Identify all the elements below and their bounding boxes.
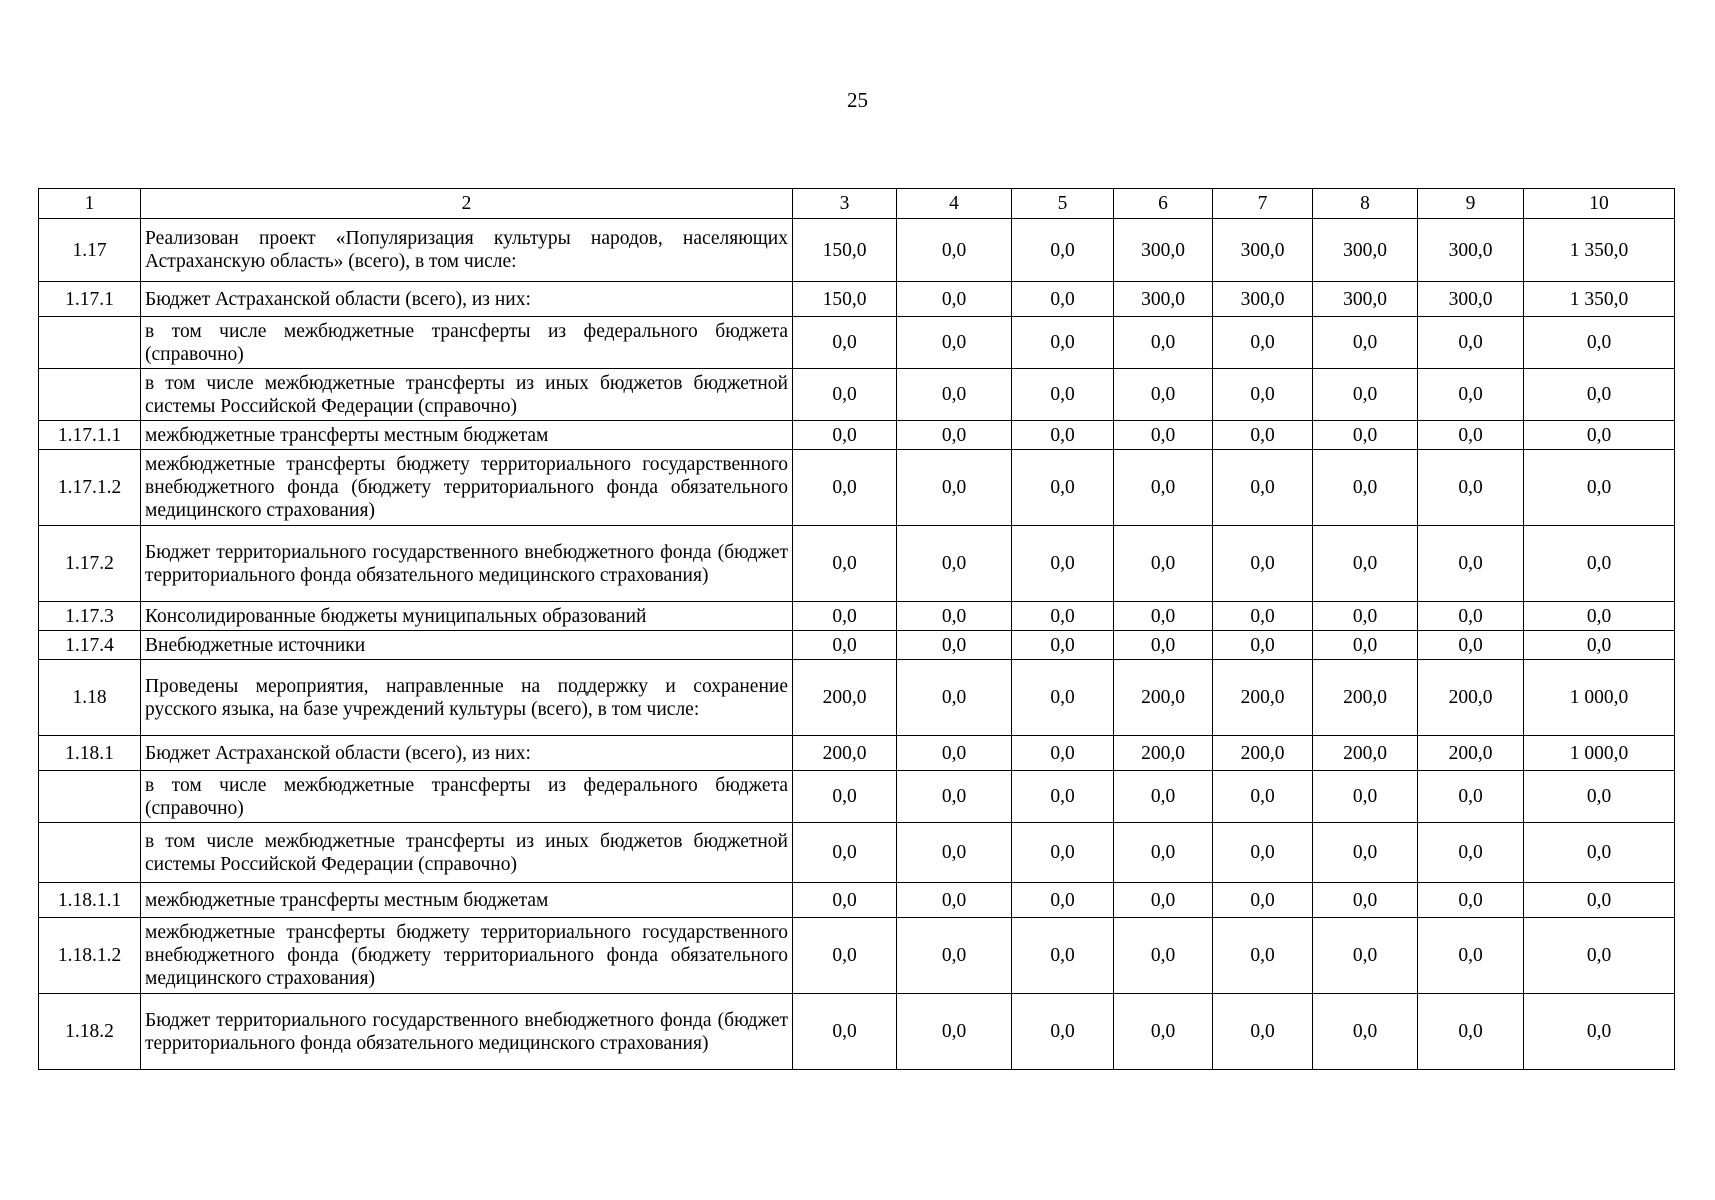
row-value: 0,0	[1524, 602, 1675, 631]
row-code: 1.18.1.1	[39, 883, 141, 918]
column-header: 9	[1418, 189, 1524, 219]
row-value: 0,0	[793, 918, 897, 994]
table-row	[39, 526, 1675, 602]
row-value: 0,0	[1524, 421, 1675, 450]
row-value: 0,0	[1524, 823, 1675, 883]
row-value: 0,0	[1313, 771, 1418, 823]
row-value: 0,0	[1524, 918, 1675, 994]
row-value: 0,0	[897, 631, 1012, 660]
row-name: межбюджетные трансферты местным бюджетам	[141, 421, 793, 450]
row-value: 0,0	[1418, 602, 1524, 631]
row-value: 0,0	[1213, 602, 1313, 631]
row-value: 0,0	[1012, 317, 1114, 369]
row-value: 0,0	[1012, 450, 1114, 526]
row-value: 0,0	[793, 631, 897, 660]
row-value: 0,0	[897, 526, 1012, 602]
row-value: 0,0	[1012, 823, 1114, 883]
row-name: Бюджет Астраханской области (всего), из них:	[141, 282, 793, 317]
row-value: 200,0	[1114, 736, 1213, 771]
row-value: 0,0	[1012, 282, 1114, 317]
row-value: 200,0	[1213, 660, 1313, 736]
row-value: 0,0	[897, 317, 1012, 369]
row-code: 1.18	[39, 660, 141, 736]
row-code: 1.17	[39, 219, 141, 282]
row-value: 300,0	[1114, 282, 1213, 317]
row-value: 0,0	[897, 282, 1012, 317]
row-value: 0,0	[1418, 771, 1524, 823]
row-value: 0,0	[1012, 660, 1114, 736]
row-value: 300,0	[1313, 282, 1418, 317]
column-header: 8	[1313, 189, 1418, 219]
row-value: 0,0	[1012, 526, 1114, 602]
row-value: 0,0	[1418, 823, 1524, 883]
row-name: Бюджет территориального государственного внебюджетного фонда (бюджет территориального фонда обязательного медицинского страхования)	[141, 526, 793, 602]
table-row	[39, 450, 1675, 526]
row-value: 200,0	[1114, 660, 1213, 736]
page-number: 25	[847, 88, 868, 112]
row-value: 0,0	[1012, 219, 1114, 282]
row-value: 0,0	[1114, 771, 1213, 823]
row-value: 0,0	[1313, 631, 1418, 660]
row-value: 0,0	[1418, 994, 1524, 1070]
row-value: 0,0	[897, 918, 1012, 994]
column-header: 5	[1012, 189, 1114, 219]
row-code: 1.17.1.1	[39, 421, 141, 450]
row-name: Консолидированные бюджеты муниципальных образований	[141, 602, 793, 631]
row-value: 300,0	[1114, 219, 1213, 282]
header-row	[39, 189, 1675, 219]
row-code	[39, 823, 141, 883]
table-row	[39, 219, 1675, 282]
row-code	[39, 369, 141, 421]
row-value: 200,0	[1418, 660, 1524, 736]
row-value: 1 350,0	[1524, 219, 1675, 282]
row-value: 0,0	[1313, 883, 1418, 918]
row-value: 0,0	[793, 823, 897, 883]
table-row	[39, 660, 1675, 736]
row-value: 200,0	[1213, 736, 1313, 771]
table-row	[39, 631, 1675, 660]
column-header: 10	[1524, 189, 1675, 219]
row-name: Реализован проект «Популяризация культуры народов, населяющих Астраханскую область» (всего), в том числе:	[141, 219, 793, 282]
row-value: 200,0	[1418, 736, 1524, 771]
row-value: 0,0	[1213, 883, 1313, 918]
row-value: 0,0	[793, 883, 897, 918]
row-value: 0,0	[1524, 771, 1675, 823]
row-code: 1.18.1.2	[39, 918, 141, 994]
row-value: 0,0	[897, 823, 1012, 883]
row-value: 0,0	[1114, 369, 1213, 421]
row-value: 0,0	[1524, 883, 1675, 918]
row-value: 0,0	[1313, 994, 1418, 1070]
row-value: 0,0	[1114, 421, 1213, 450]
row-value: 300,0	[1418, 282, 1524, 317]
row-value: 0,0	[1114, 823, 1213, 883]
table-row	[39, 369, 1675, 421]
row-value: 0,0	[1524, 450, 1675, 526]
row-value: 0,0	[1114, 526, 1213, 602]
row-value: 0,0	[1012, 736, 1114, 771]
row-value: 200,0	[793, 660, 897, 736]
row-value: 0,0	[1012, 369, 1114, 421]
row-value: 0,0	[897, 771, 1012, 823]
row-value: 0,0	[1012, 421, 1114, 450]
row-name: Внебюджетные источники	[141, 631, 793, 660]
table-row	[39, 823, 1675, 883]
row-value: 1 000,0	[1524, 660, 1675, 736]
row-value: 300,0	[1213, 219, 1313, 282]
row-value: 0,0	[1114, 450, 1213, 526]
row-value: 0,0	[1114, 317, 1213, 369]
row-name: межбюджетные трансферты местным бюджетам	[141, 883, 793, 918]
row-value: 0,0	[1524, 526, 1675, 602]
row-value: 0,0	[1012, 883, 1114, 918]
row-value: 0,0	[1114, 994, 1213, 1070]
row-value: 0,0	[1313, 421, 1418, 450]
table-row	[39, 994, 1675, 1070]
row-value: 300,0	[1418, 219, 1524, 282]
row-value: 0,0	[793, 602, 897, 631]
row-value: 0,0	[1313, 369, 1418, 421]
row-value: 0,0	[897, 369, 1012, 421]
row-value: 150,0	[793, 219, 897, 282]
table-row	[39, 918, 1675, 994]
row-value: 0,0	[1213, 994, 1313, 1070]
row-name: межбюджетные трансферты бюджету территориального государственного внебюджетного фонда (бюджету территориального фонда обязательного медицинского страхования)	[141, 918, 793, 994]
row-value: 0,0	[1418, 918, 1524, 994]
row-value: 0,0	[1418, 883, 1524, 918]
row-value: 0,0	[1012, 994, 1114, 1070]
row-value: 0,0	[1213, 369, 1313, 421]
row-value: 0,0	[1524, 631, 1675, 660]
table-row	[39, 317, 1675, 369]
row-value: 0,0	[1418, 631, 1524, 660]
table-row	[39, 282, 1675, 317]
row-value: 0,0	[1213, 823, 1313, 883]
row-name: Бюджет Астраханской области (всего), из них:	[141, 736, 793, 771]
row-value: 0,0	[897, 450, 1012, 526]
row-value: 0,0	[897, 736, 1012, 771]
table-header	[39, 189, 1675, 219]
row-code: 1.17.3	[39, 602, 141, 631]
row-value: 0,0	[897, 421, 1012, 450]
row-value: 0,0	[1012, 918, 1114, 994]
row-value: 0,0	[1012, 771, 1114, 823]
row-code: 1.18.2	[39, 994, 141, 1070]
row-value: 0,0	[1213, 450, 1313, 526]
row-value: 0,0	[1012, 602, 1114, 631]
row-code: 1.17.1.2	[39, 450, 141, 526]
row-value: 0,0	[1418, 317, 1524, 369]
row-value: 0,0	[1213, 421, 1313, 450]
row-value: 0,0	[1114, 918, 1213, 994]
row-value: 0,0	[1213, 631, 1313, 660]
row-name: в том числе межбюджетные трансферты из федерального бюджета (справочно)	[141, 771, 793, 823]
row-code: 1.17.2	[39, 526, 141, 602]
row-value: 0,0	[897, 219, 1012, 282]
row-value: 0,0	[1114, 631, 1213, 660]
row-value: 0,0	[793, 450, 897, 526]
row-name: межбюджетные трансферты бюджету территориального государственного внебюджетного фонда (бюджету территориального фонда обязательного медицинского страхования)	[141, 450, 793, 526]
row-name: в том числе межбюджетные трансферты из иных бюджетов бюджетной системы Российской Федерации (справочно)	[141, 823, 793, 883]
row-value: 0,0	[1524, 369, 1675, 421]
column-header: 2	[141, 189, 793, 219]
row-value: 0,0	[1418, 526, 1524, 602]
table-row	[39, 736, 1675, 771]
row-code	[39, 771, 141, 823]
table-row	[39, 771, 1675, 823]
table-row	[39, 602, 1675, 631]
row-value: 0,0	[897, 883, 1012, 918]
row-value: 0,0	[1313, 317, 1418, 369]
row-value: 0,0	[1313, 526, 1418, 602]
row-value: 0,0	[897, 602, 1012, 631]
row-code	[39, 317, 141, 369]
budget-table	[38, 188, 1675, 1070]
row-value: 0,0	[1114, 883, 1213, 918]
table-body	[39, 219, 1675, 1070]
row-code: 1.17.4	[39, 631, 141, 660]
row-value: 0,0	[1213, 771, 1313, 823]
row-value: 0,0	[1418, 450, 1524, 526]
row-value: 0,0	[1418, 369, 1524, 421]
row-value: 300,0	[1213, 282, 1313, 317]
column-header: 1	[39, 189, 141, 219]
row-value: 0,0	[793, 994, 897, 1070]
row-value: 200,0	[793, 736, 897, 771]
row-value: 0,0	[1524, 317, 1675, 369]
row-name: в том числе межбюджетные трансферты из федерального бюджета (справочно)	[141, 317, 793, 369]
row-value: 0,0	[1313, 450, 1418, 526]
row-value: 0,0	[793, 369, 897, 421]
row-value: 0,0	[1114, 602, 1213, 631]
column-header: 6	[1114, 189, 1213, 219]
row-name: Бюджет территориального государственного внебюджетного фонда (бюджет территориального фонда обязательного медицинского страхования)	[141, 994, 793, 1070]
row-name: в том числе межбюджетные трансферты из иных бюджетов бюджетной системы Российской Федерации (справочно)	[141, 369, 793, 421]
row-name: Проведены мероприятия, направленные на поддержку и сохранение русского языка, на базе учреждений культуры (всего), в том числе:	[141, 660, 793, 736]
table-row	[39, 883, 1675, 918]
row-value: 0,0	[1213, 317, 1313, 369]
row-value: 0,0	[1313, 602, 1418, 631]
row-value: 0,0	[793, 526, 897, 602]
row-value: 0,0	[897, 994, 1012, 1070]
table-row	[39, 421, 1675, 450]
row-value: 150,0	[793, 282, 897, 317]
row-code: 1.17.1	[39, 282, 141, 317]
row-value: 0,0	[793, 771, 897, 823]
row-value: 0,0	[1213, 526, 1313, 602]
row-value: 0,0	[1313, 823, 1418, 883]
row-value: 200,0	[1313, 736, 1418, 771]
column-header: 4	[897, 189, 1012, 219]
row-value: 0,0	[1418, 421, 1524, 450]
row-value: 200,0	[1313, 660, 1418, 736]
row-value: 0,0	[897, 660, 1012, 736]
row-value: 0,0	[793, 317, 897, 369]
row-value: 300,0	[1313, 219, 1418, 282]
row-value: 0,0	[1524, 994, 1675, 1070]
row-value: 0,0	[793, 421, 897, 450]
column-header: 7	[1213, 189, 1313, 219]
row-value: 1 350,0	[1524, 282, 1675, 317]
row-value: 0,0	[1213, 918, 1313, 994]
row-value: 0,0	[1313, 918, 1418, 994]
row-code: 1.18.1	[39, 736, 141, 771]
row-value: 1 000,0	[1524, 736, 1675, 771]
column-header: 3	[793, 189, 897, 219]
row-value: 0,0	[1012, 631, 1114, 660]
